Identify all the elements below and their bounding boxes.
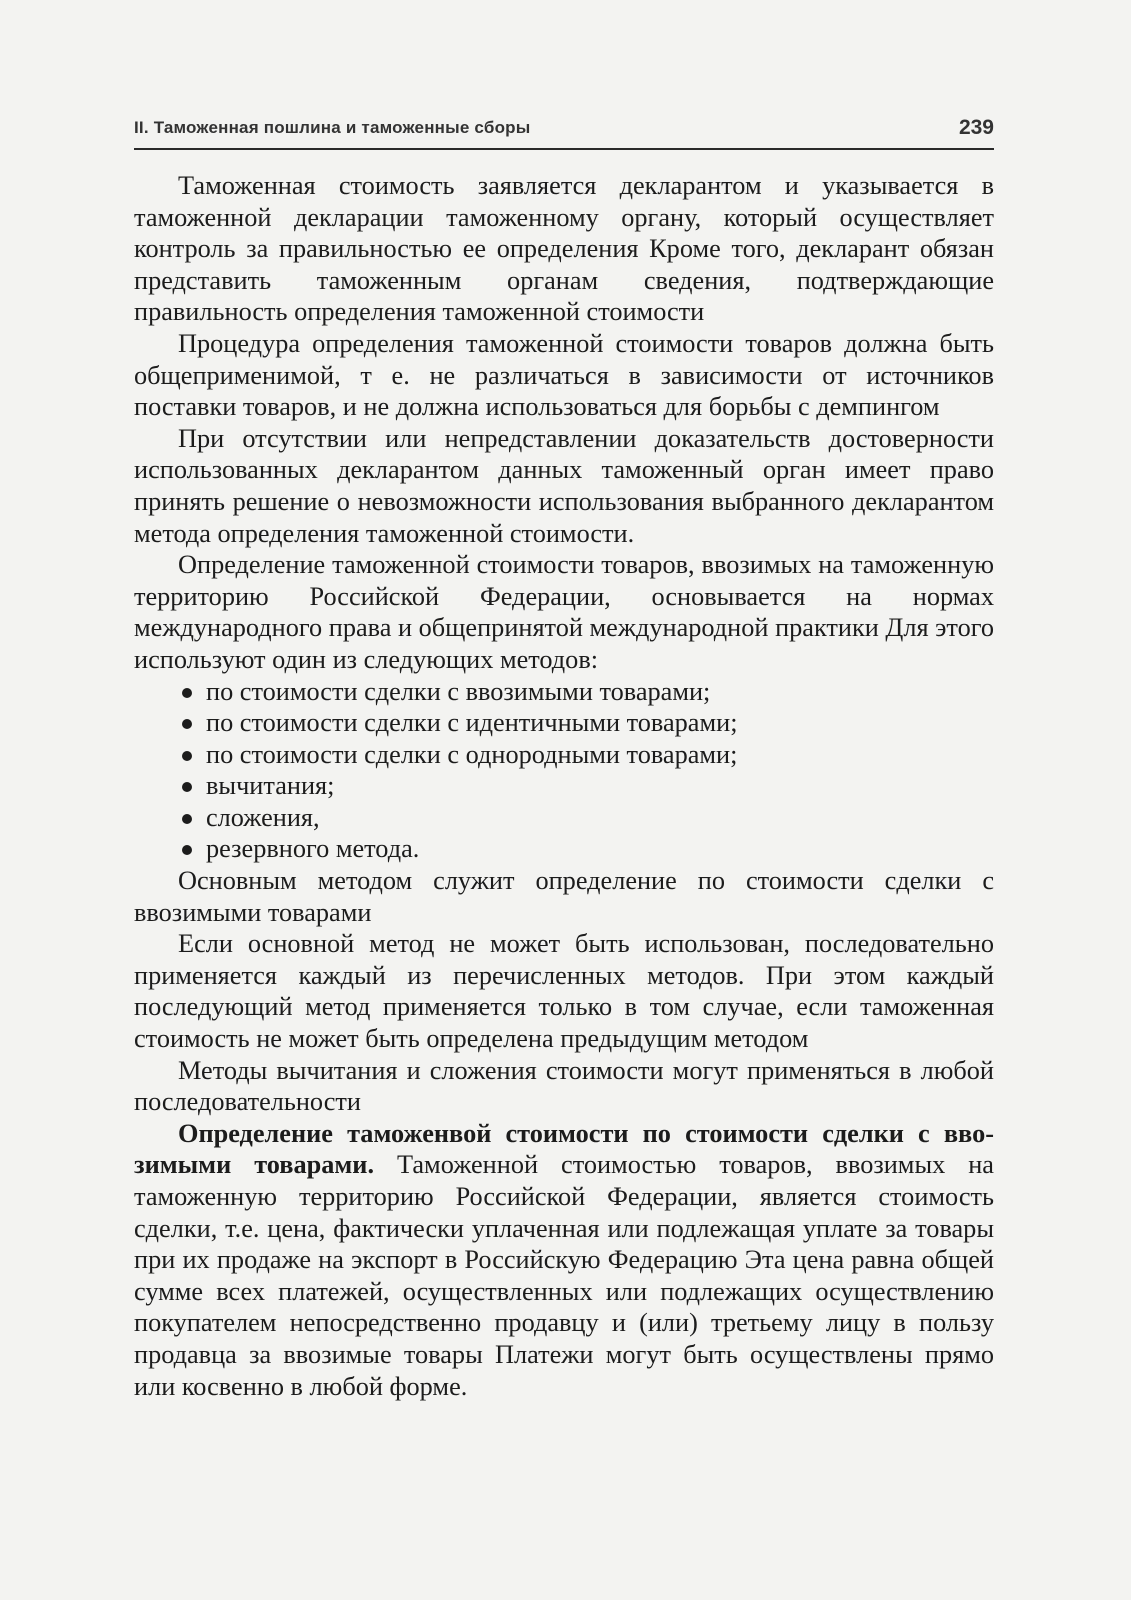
list-item-text: резервного метода. — [206, 834, 420, 864]
running-title: II. Таможенная пошлина и таможенные сборы — [134, 118, 531, 137]
body-text — [134, 170, 994, 1402]
paragraph-subtraction-addition: Методы вычитания и сложения стоимости могут применяться в любой последовательности — [134, 1055, 994, 1117]
list-item-text: по стоимости сделки с ввозимыми товарами; — [206, 676, 711, 706]
list-item-text: по стоимости сделки с идентичными товарами; — [206, 708, 738, 738]
paragraph-procedure: Процедура определения таможенной стоимости товаров должна быть общеприменимой, т е. не различаться в зависимости от источников поставки товаров, и не должна использоваться для борьбы с демпингом — [134, 328, 994, 422]
list-item — [178, 833, 994, 865]
list-item — [178, 676, 994, 708]
paragraph-transaction-value-text: Таможенной стоимостью товаров, ввозимых на таможенную территорию Российской Федерации, является стоимость сделки, т.е. цена, фактически уплаченная или подлежащая уплате за товары при их продаже на экспорт в Российскую Федерацию Эта цена равна общей сумме всех платежей, осуществленных или подлежащих осуществлению покупателем непосредственно продавцу и (или) третьему лицу в пользу продавца за ввозимые товары Платежи могут быть осуществлены прямо или косвенно в любой форме. — [134, 1150, 994, 1401]
bullet-icon — [182, 814, 192, 824]
list-item-text: по стоимости сделки с однородными товарами; — [206, 739, 738, 769]
list-item-text: сложения, — [206, 802, 320, 832]
list-item — [178, 802, 994, 834]
paragraph-methods-intro: Определение таможенной стоимости товаров, ввозимых на таможенную территорию Российской Федерации, основывается на нормах международного права и общепринятой международной практики Для этого используют один из следующих методов: — [134, 550, 994, 674]
running-header — [134, 112, 994, 150]
page-number: 239 — [958, 116, 994, 139]
section-run-in-heading: Определение таможенвой стоимости по стоимости сделки с ввозимыми товарами. — [134, 1118, 994, 1180]
list-item — [178, 739, 994, 771]
paragraph-sequential-methods: Если основной метод не может быть использован, последовательно применяется каждый из перечисленных методов. При этом каждый последующий метод применяется только в том случае, если таможенная стоимость не может быть определена предыдущим методом — [134, 929, 994, 1054]
list-item — [178, 770, 994, 802]
bullet-icon — [182, 845, 192, 855]
bullet-icon — [182, 719, 192, 729]
paragraph-main-method: Основным методом служит определение по стоимости сделки с ввозимыми товарами — [134, 866, 994, 927]
paragraph-declaration: Таможенная стоимость заявляется декларантом и указывается в таможенной декларации таможенному органу, который осуществляет контроль за правильностью ее определения Кроме того, декларант обязан представить таможенным органам сведения, подтверждающие правильность определения таможенной стоимости — [134, 171, 994, 327]
paragraph-transaction-value — [134, 1118, 994, 1402]
bullet-icon — [182, 688, 192, 698]
list-item-text: вычитания; — [206, 771, 335, 801]
bullet-icon — [182, 782, 192, 792]
methods-list — [134, 676, 994, 866]
bullet-icon — [182, 751, 192, 761]
paragraph-evidence: При отсутствии или непредставлении доказательств достоверности использованных декларантом данных таможенный орган имеет право принять решение о невозможности использования выбранного декларантом метода определения таможенной стоимости. — [134, 423, 994, 548]
list-item — [178, 707, 994, 739]
